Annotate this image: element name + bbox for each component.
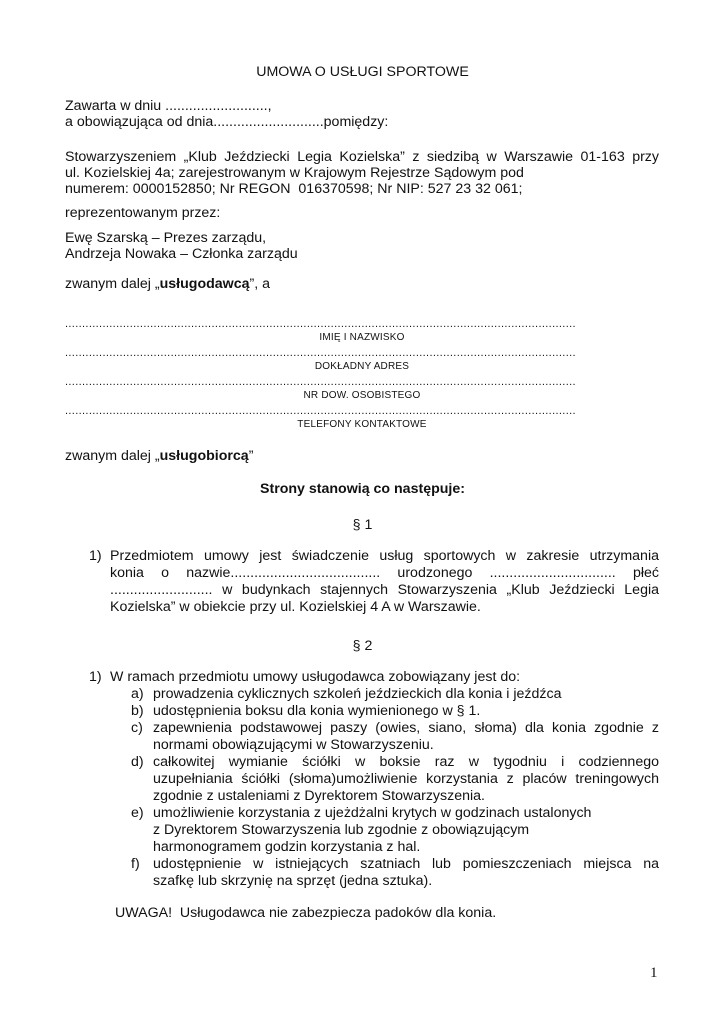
item-f-label: f) xyxy=(131,856,140,872)
party1-line3: numerem: 0000152850; Nr REGON 016370598; Nr NIP: 527 23 32 061; xyxy=(65,181,523,197)
id-fill-line: ...................................................................................................................................................... xyxy=(65,376,576,388)
item-f-line2: szafkę lub skrzynię na sprzęt (jedna sztuka). xyxy=(153,873,433,889)
field-caption-address: DOKŁADNY ADRES xyxy=(314,361,410,372)
item-d-line1: całkowitej wymianie ściółki w boksie raz w tygodniu i codziennego xyxy=(153,754,659,770)
field-caption-name: IMIĘ I NAZWISKO xyxy=(319,332,405,343)
intro-date-line: Zawarta w dniu .........................., xyxy=(65,98,272,114)
section2-intro: W ramach przedmiotu umowy usługodawca zobowiązany jest do: xyxy=(110,669,521,685)
section1-line4: Kozielska” w obiekcie przy ul. Kozielskiej 4 A w Warszawie. xyxy=(110,599,481,615)
item-e-line2: z Dyrektorem Stowarzyszenia lub zgodnie z obowiązującym xyxy=(153,822,530,838)
item-e-line1: umożliwienie korzystania z ujeżdżalni krytych w godzinach ustalonych xyxy=(153,805,592,821)
representative-2: Andrzeja Nowaka – Członka zarządu xyxy=(65,246,298,262)
item-c-line1: zapewnienia podstawowej paszy (owies, siano, słoma) dla konia zgodnie z xyxy=(153,720,659,736)
note-warning: UWAGA! Usługodawca nie zabezpiecza padoków dla konia. xyxy=(115,905,497,921)
item-f-line1: udostępnienie w istniejących szatniach lub pomieszczeniach miejsca na xyxy=(153,856,659,872)
section2-item-number: 1) xyxy=(89,669,102,685)
item-a-text: prowadzenia cyklicznych szkoleń jeździeckich dla konia i jeźdźca xyxy=(153,686,562,702)
section1-item-number: 1) xyxy=(89,548,102,564)
field-caption-phone: TELEFONY KONTAKTOWE xyxy=(297,419,427,430)
party1-line1: Stowarzyszeniem „Klub Jeździecki Legia Kozielska” z siedzibą w Warszawie 01-163 przy xyxy=(65,149,659,165)
intro-valid-from-line: a obowiązująca od dnia............................pomiędzy: xyxy=(65,114,389,130)
section1-line1: Przedmiotem umowy jest świadczenie usług sportowych w zakresie utrzymania xyxy=(110,548,659,564)
party1-line2: ul. Kozielskiej 4a; zarejestrowanym w Krajowym Rejestrze Sądowym pod xyxy=(65,165,524,181)
page-number: 1 xyxy=(650,965,658,981)
address-fill-line: ...................................................................................................................................................... xyxy=(65,347,576,359)
provider-designation: zwanym dalej „usługodawcą”, a xyxy=(65,276,270,292)
item-e-line3: harmonogramem godzin korzystania z hal. xyxy=(153,839,421,855)
item-c-line2: normami obowiązującymi w Stowarzyszeniu. xyxy=(153,737,434,753)
recipient-term: usługobiorcą xyxy=(159,448,249,464)
document-title: UMOWA O USŁUGI SPORTOWE xyxy=(256,64,469,80)
recipient-designation: zwanym dalej „usługobiorcą” xyxy=(65,448,254,464)
provider-term: usługodawcą xyxy=(159,276,250,292)
section1-line3: .......................... w budynkach stajennych Stowarzyszenia „Klub Jeździecki Legia xyxy=(110,582,659,598)
item-e-label: e) xyxy=(131,805,144,821)
item-d-line3: zgodnie z ustaleniami z Dyrektorem Stowarzyszenia. xyxy=(153,788,485,804)
item-b-label: b) xyxy=(131,703,144,719)
item-a-label: a) xyxy=(131,686,144,702)
represented-by-label: reprezentowanym przez: xyxy=(65,205,221,221)
section1-heading: § 1 xyxy=(352,517,373,533)
field-caption-id: NR DOW. OSOBISTEGO xyxy=(303,390,421,401)
item-d-line2: uzupełniania ściółki (słoma)umożliwienie korzystania z placów treningowych xyxy=(153,771,659,787)
item-d-label: d) xyxy=(131,754,144,770)
representative-1: Ewę Szarską – Prezes zarządu, xyxy=(65,230,267,246)
section2-heading: § 2 xyxy=(352,638,373,654)
item-c-label: c) xyxy=(131,720,143,736)
section1-line2: konia o nazwie...................................... urodzonego ................................ płeć xyxy=(110,565,659,581)
agreement-heading: Strony stanowią co następuje: xyxy=(260,481,465,497)
phone-fill-line: ...................................................................................................................................................... xyxy=(65,405,576,417)
name-fill-line: ...................................................................................................................................................... xyxy=(65,318,576,330)
item-b-text: udostępnienia boksu dla konia wymienionego w § 1. xyxy=(153,703,481,719)
